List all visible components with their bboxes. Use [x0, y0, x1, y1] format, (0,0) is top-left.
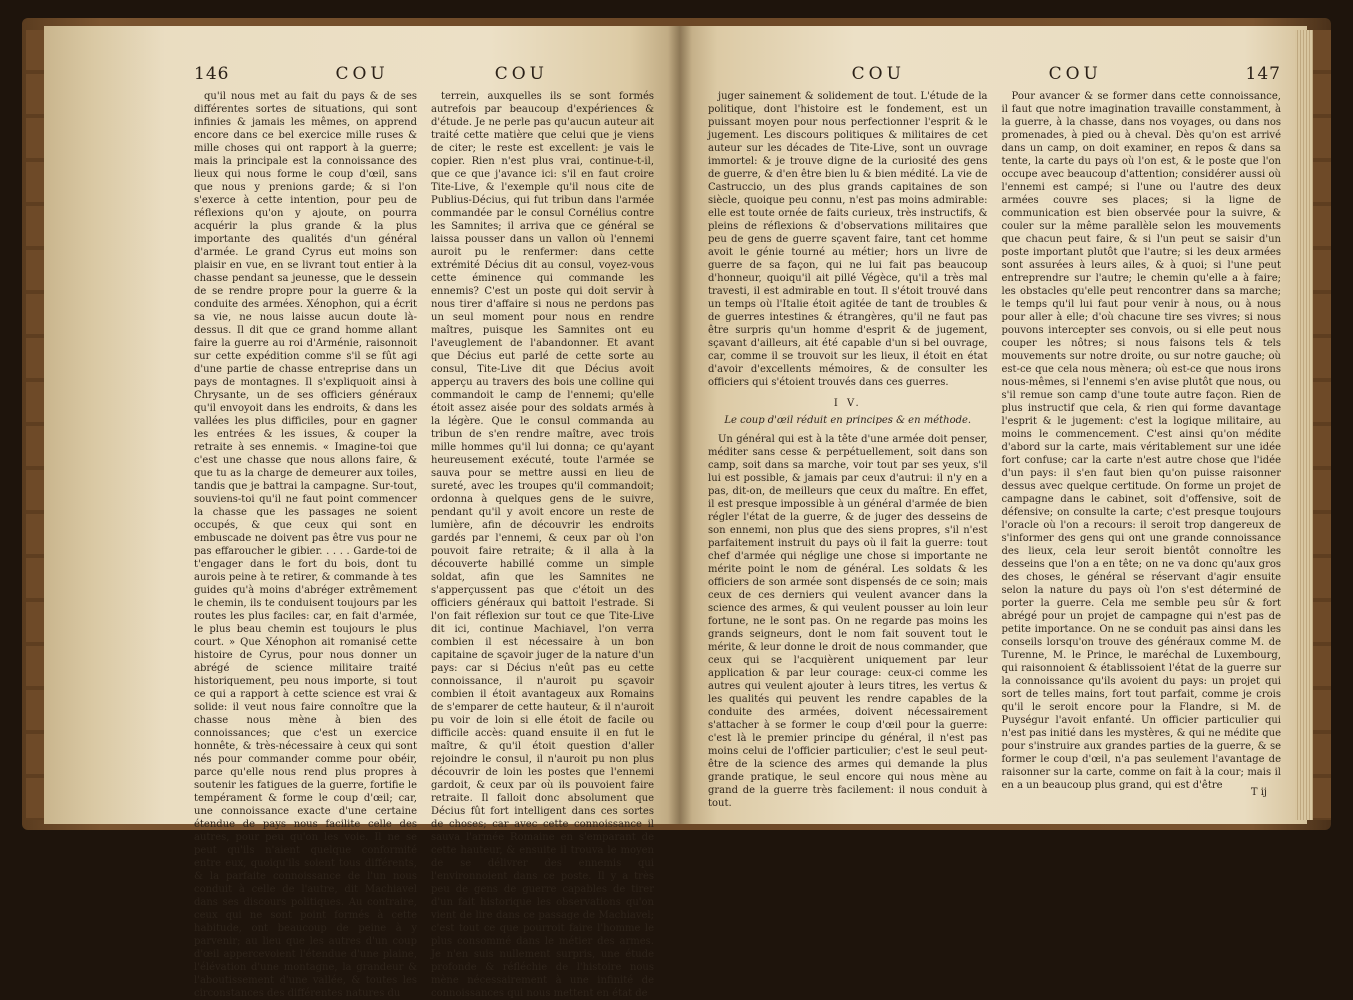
left-running-head-2: COU	[494, 64, 548, 84]
signature-mark: T ij	[1250, 787, 1267, 798]
section-title: Le coup d'œil réduit en principes & en méthode.	[724, 415, 972, 426]
right-col1-text-a: juger sainement & solidement de tout. L'étude de la politique, dont l'histoire est le fondement, est un puissant moyen pour nous perfectionner l'esprit & le jugement. Les discours politiques & militaires de cet auteur sur les décades de Tite-Live, sont un ouvrage immortel: & je trouve digne de la curiosité des gens de guerre, & d'en être bien lu & bien médité. La vie de Castruccio, un des plus grands capitaines de son siècle, quoique peu connu, n'est pas moins admirable: elle est toute ornée de faits curieux, très instructifs, & pleins de réflexions & d'observations militaires que peu de gens de guerre sçavent faire, tant cet homme avoit le génie tourné au métier; hors un livre de guerre de sa façon, qui ne lui fait pas beaucoup d'honneur, quoiqu'il ait pillé Végèce, qu'il a très mal travesti, il est admirable en tout. Il s'étoit trouvé dans un temps où l'Italie étoit agitée de tant de troubles & de guerres intestines & étrangères, qu'il ne faut pas être surpris qu'un homme d'esprit & de jugement, sçavant d'ailleurs, ait été capable d'un si bel ouvrage, car, comme il se trouvoit sur les lieux, il étoit en état d'avoir d'excellents mémoires, & de consulter les officiers qui s'étoient trouvés dans ces guerres.	[708, 91, 988, 388]
right-page-number: 147	[1245, 64, 1281, 84]
right-running-head-1: COU	[851, 64, 905, 84]
left-col1-text: qu'il nous met au fait du pays & de ses différentes sortes de situations, qui sont infinies & jamais les mêmes, on apprend encore dans ce bel exercice mille ruses & mille choses qui ont rapport à la guerre; mais la principale est la connoissance des lieux qui nous forme le coup d'œil, sans que nous y prenions garde; & si l'on s'exerce à cette intention, pour peu de réflexions qu'on y ajoute, on pourra acquérir la plus grande & la plus importante des qualités d'un général d'armée. Le grand Cyrus eut moins son plaisir en vue, en se livrant tout entier à la chasse pendant sa jeunesse, que le dessein de se rendre propre pour la guerre & la conduite des armées. Xénophon, qui a écrit sa vie, ne nous laisse aucun doute là-dessus. Il dit que ce grand homme allant faire la guerre au roi d'Arménie, raisonnoit sur cette expédition comme s'il se fût agi d'une partie de chasse entreprise dans un pays de montagnes. Il s'expliquoit ainsi à Chrysante, un de ses officiers généraux qu'il envoyoit dans les endroits, & dans les vallées les plus difficiles, pour en gagner les entrées & les issues, & couper la retraite à ses ennemis. « Imagine-toi que c'est une chasse que nous allons faire, & que tu as la charge de demeurer aux toiles, tandis que je battrai la campagne. Sur-tout, souviens-toi qu'il ne faut point commencer la chasse que les passages ne soient occupés, & que ceux qui sont en embuscade ne doivent pas être vus pour ne pas effaroucher le gibier. . . . . Garde-toi de t'engager dans le fort du bois, dont tu aurois peine à te retirer, & commande à tes guides qu'à moins d'abréger extrêmement le chemin, ils te conduisent toujours par les routes les plus faciles: car, en fait d'armée, le plus beau chemin est toujours le plus court. » Que Xénophon ait romanisé cette histoire de Cyrus, pour nous donner un abrégé de science militaire traité historiquement, peu nous importe, si tout ce qui a rapport à cette science est vrai & solide: il veut nous faire connoître que la chasse nous mène à bien des connoissances; que c'est un exercice honnête, & très-nécessaire à ceux qui sont nés pour commander comme pour obéir, parce qu'elle nous rend plus propres à soutenir les fatigues de la guerre, fortifie le tempérament & forme le coup d'œil; car, une connoissance exacte d'une certaine étendue de pays nous facilite celle des autres, pour peu qu'on les voie. Il ne se peut qu'ils n'aient quelque conformité entre eux, quoiqu'ils soient tous différents, & la parfaite connoissance de l'un nous conduit à celle de l'autre, dit Machiavel dans ses discours politiques. Au contraire, ceux qui ne sont point formés à cette habitude, ont beaucoup de peine à y parvenir; au lieu que les autres d'un coup d'œil appercevoient l'étendue d'une plaine, l'élévation d'une montagne, la grandeur & l'aboutissement d'une vallée, & toutes les circonstances des différentes natures du	[194, 91, 417, 999]
right-column-1	[708, 90, 988, 810]
left-page-header	[194, 64, 654, 90]
section-number: I V.	[833, 398, 862, 409]
book-gutter	[668, 26, 692, 824]
left-column-1	[194, 90, 417, 1000]
right-column-2	[1002, 90, 1282, 810]
right-page	[680, 26, 1307, 824]
left-page-number: 146	[194, 64, 230, 84]
right-col1-text-b: Un général qui est à la tête d'une armée doit penser, méditer sans cesse & perpétuellement, soit dans son camp, soit dans sa marche, voir tout par ses yeux, s'il lui est possible, & jamais par ceux d'autrui: il n'y en a pas, dit-on, de meilleurs que ceux du maître. En effet, il est presque impossible à un général d'armée de bien régler l'état de la guerre, & de juger des desseins de son ennemi, non plus que des siens propres, s'il n'est parfaitement instruit du pays où il fait la guerre: tout chef d'armée qui néglige une chose si importante ne mérite point le nom de général. Les soldats & les officiers de son armée sont dispensés de ce soin; mais ceux de ces derniers qui veulent avancer dans la science des armes, & qui veulent pousser au loin leur fortune, ne le sont pas. On ne regarde pas moins les grands seigneurs, dont le nom fait souvent tout le mérite, & leur donne le droit de nous commander, que ceux qui se l'acquièrent uniquement par leur application & par leur courage: ceux-ci comme les autres qui veulent ajouter à leurs titres, les vertus & les qualités qui peuvent les rendre capables de la conduite des armées, doivent nécessairement s'attacher à se former le coup d'œil pour la guerre: c'est là le premier principe du général, il n'est pas moins celui de l'officier particulier; c'est le seul peut-être de la science des armes qui demande la plus grande pratique, le seul encore qui nous mène au grand de la guerre très facilement: il nous conduit à tout.	[708, 434, 988, 809]
left-page-shadow	[44, 26, 164, 824]
right-running-head-2: COU	[1048, 64, 1102, 84]
left-col2-text: terrein, auxquelles ils se sont formés autrefois par beaucoup d'expériences & d'étude. Je ne perle pas qu'aucun auteur ait traité cette matière que celui que je viens de citer; le reste est excellent: je vais le copier. Rien n'est plus vrai, continue-t-il, que ce que j'avance ici: s'il en faut croire Tite-Live, & l'exemple qu'il nous cite de Publius-Décius, qui fut tribun dans l'armée commandée par le consul Cornélius contre les Samnites; il arriva que ce général se laissa pousser dans un vallon où l'ennemi auroit pu le renfermer: dans cette extrémité Décius dit au consul, voyez-vous cette éminence qui commande les ennemis? C'est un poste qui doit servir à nous tirer d'affaire si nous ne perdons pas un seul moment pour nous en rendre maîtres, puisque les Samnites ont eu l'aveuglement de l'abandonner. Et avant que Décius eut parlé de cette sorte au consul, Tite-Live dit que Décius avoit apperçu au travers des bois une colline qui commandoit le camp de l'ennemi; qu'elle étoit assez aisée pour des soldats armés à la légère. Que le consul commanda au tribun de s'en rendre maître, avec trois mille hommes qu'il lui donna; ce qu'ayant heureusement exécuté, toute l'armée se sauva pour se mettre aussi en lieu de sureté, avec les troupes qu'il commandoit; ordonna à quelques gens de le suivre, pendant qu'il y avoit encore un reste de lumière, afin de découvrir les endroits gardés par l'ennemi, & ceux par où l'on pouvoit faire retraite; & il alla à la découverte habillé comme un simple soldat, afin que les Samnites ne s'apperçussent pas que c'étoit un des officiers généraux qui battoit l'estrade. Si l'on fait réflexion sur tout ce que Tite-Live dit ici, continue Machiavel, l'on verra combien il est nécessaire à un bon capitaine de sçavoir juger de la nature d'un pays: car si Décius n'eût pas eu cette connoissance, il n'auroit pu sçavoir combien il étoit avantageux aux Romains de s'emparer de cette hauteur, & il n'auroit pu voir de loin si elle étoit de facile ou difficile accès: quand ensuite il en fut le maître, & qu'il étoit question d'aller rejoindre le consul, il n'auroit pu non plus découvrir de loin les postes que l'ennemi gardoit, & ceux par où ils pouvoient faire retraite. Il falloit donc absolument que Décius fût fort intelligent dans ces sortes de choses; car avec cette connoissance il sauva l'armée Romaine en s'emparant de cette hauteur, & ensuite il trouva le moyen de se délivrer des ennemis qui l'environnoient dans ce poste. Il y a très peu de gens de guerre capables de tirer d'un fait historique les observations qu'on vient de lire dans ce passage de Machiavel; c'est tout ce que pourroit faire l'homme le plus consommé dans le métier des armes. Je n'en suis nullement surpris, une étude profonde & réfléchie de l'histoire nous mène nécessairement à une infinité de connoissances qui nous mettent en état de	[431, 91, 654, 999]
right-page-header	[708, 64, 1281, 90]
left-running-head-1: COU	[335, 64, 389, 84]
page-block-edge	[1295, 30, 1313, 820]
right-col2-text: Pour avancer & se former dans cette connoissance, il faut que notre imagination travaille constamment, à la guerre, à la chasse, dans nos voyages, ou dans nos promenades, à pied ou à cheval. Dès qu'on est arrivé dans un camp, on doit examiner, en repos & dans sa tente, la carte du pays où l'on est, & le poste que l'on occupe avec beaucoup d'attention; considérer aussi où l'ennemi est campé; si l'une ou l'autre des deux armées couvre ses places; si la ligne de communication est bien observée pour la suivre, & couler sur la même parallèle selon les mouvements que chacun peut faire, & si l'un peut se saisir d'un poste important plutôt que l'autre; si les deux armées sont assurées à leurs ailes, & à quoi; si l'une peut entreprendre sur l'autre; le chemin qu'elle a à faire; les obstacles qu'elle peut rencontrer dans sa marche; le temps qu'il lui faut pour venir à nous, ou à nous pour aller à elle; d'où chacune tire ses vivres; si nous pouvons intercepter ses convois, ou si elle peut nous couper les nôtres; si nous faisons tels & tels mouvements sur notre droite, ou sur notre gauche; où est-ce que cela nous mènera; où est-ce que nous irons nous-mêmes, si l'ennemi s'en avise plutôt que nous, ou s'il remue son camp d'une toute autre façon. Rien de plus instructif que cela, & rien qui forme davantage l'esprit & le jugement: c'est la logique militaire, au moins le commencement. C'est ainsi qu'on médite d'abord sur la carte, mais véritablement sur une idée fort confuse; car la carte n'est autre chose que l'idée d'un pays: il s'en faut bien qu'on puisse raisonner dessus avec quelque certitude. On forme un projet de campagne dans le cabinet, soit d'offensive, soit de défensive; on consulte la carte; c'est presque toujours l'oracle où l'on a recours: il seroit trop dangereux de s'informer des gens qui ont une grande connoissance des lieux, cela leur seroit bientôt connoître les desseins que l'on a en tête; on ne va donc qu'aux gros des choses, le général se réservant d'agir ensuite selon la nature du pays où l'on s'est déterminé de porter la guerre. Cela me semble peu sûr & fort abrégé pour un projet de campagne qui n'est pas de petite importance. On ne se conduit pas ainsi dans les conseils lorsqu'on trouve des généraux comme M. de Turenne, M. le Prince, le maréchal de Luxembourg, qui raisonnoient & établissoient l'état de la guerre sur la connoissance qu'ils avoient du pays: un projet qui sort de telles mains, fort tout parfait, comme je crois qu'il le seroit encore pour la Flandre, si M. de Puységur l'avoit enfanté. Un officier particulier qui n'est pas initié dans les mystères, & qui ne médite que pour s'instruire aux grandes parties de la guerre, & se former le coup d'œil, n'a pas seulement l'avantage de raisonner sur la carte, comme on fait à la cour; mais il en a un beaucoup plus grand, qui est d'être	[1001, 91, 1281, 791]
left-column-2	[431, 90, 654, 1000]
